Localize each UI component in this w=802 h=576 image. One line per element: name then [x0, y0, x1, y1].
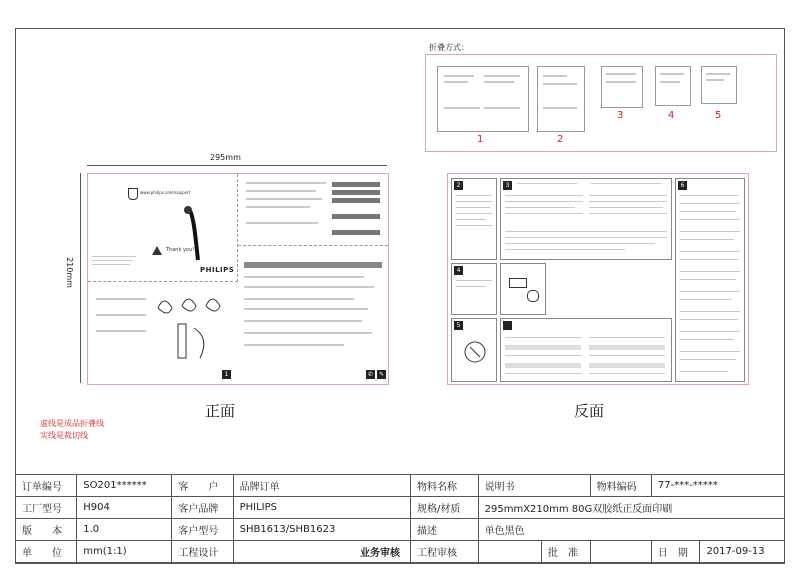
factory-model-value: H904 [77, 497, 172, 519]
spec-value: 295mmX210mm 80G双胶纸正反面印刷 [478, 497, 784, 519]
support-url: www.philips.com/support [140, 190, 191, 195]
approve-value [590, 541, 651, 563]
height-dimension: 210mm [64, 257, 74, 288]
engineering-design-label: 工程设计 [172, 541, 233, 563]
back-panel-6: 6 [675, 178, 745, 382]
height-dimension-line [80, 173, 81, 383]
fold-thumb-4 [655, 66, 691, 106]
material-name-label: 物料名称 [411, 475, 479, 497]
order-no-label: 订单编号 [16, 475, 77, 497]
fold-thumb-1 [437, 66, 529, 132]
description-label: 描述 [411, 519, 479, 541]
back-panel-2: 2 [451, 178, 497, 260]
date-value: 2017-09-13 [700, 541, 785, 563]
fold-step-5: 5 [715, 110, 722, 121]
version-label: 版 本 [16, 519, 77, 541]
width-dimension-line [87, 165, 387, 166]
front-brand: PHILIPS [200, 266, 235, 274]
spec-label: 规格/材质 [411, 497, 479, 519]
back-panel-5: 5 [451, 318, 497, 382]
cut-line-note: 实线是裁切线 [40, 431, 88, 440]
date-label: 日 期 [651, 541, 700, 563]
step-badge-headset: 1 [222, 370, 231, 379]
material-code-value: 77-***-***** [651, 475, 784, 497]
customer-model-label: 客户型号 [172, 519, 233, 541]
customer-model-value: SHB1613/SHB1623 [233, 519, 410, 541]
factory-model-label: 工厂型号 [16, 497, 77, 519]
back-label: 反面 [574, 402, 605, 420]
fold-step-1: 1 [477, 134, 484, 145]
material-name-value: 说明书 [478, 475, 590, 497]
unit-label: 单 位 [16, 541, 77, 563]
warning-triangle-icon [152, 246, 162, 255]
fold-method-title: 折叠方式： [429, 43, 469, 52]
engineering-review-value [478, 541, 541, 563]
back-panel-charging [500, 263, 546, 315]
front-illustration-panel [90, 284, 236, 382]
business-review-label: 业务审核 [233, 541, 410, 563]
fold-step-4: 4 [668, 110, 675, 121]
front-sheet [87, 173, 389, 385]
customer-brand-value: PHILIPS [233, 497, 410, 519]
headset-illustration [176, 204, 216, 264]
customer-label: 客 户 [172, 475, 233, 497]
front-rotated-panel-top [238, 174, 388, 246]
back-panel-3: 3 [500, 178, 672, 260]
tool-icon [503, 321, 512, 330]
fold-line-note: 虚线是成品折叠线 [40, 419, 104, 428]
fold-method-area [425, 42, 777, 150]
version-value: 1.0 [77, 519, 172, 541]
edit-icon: ✎ [378, 371, 385, 378]
front-label: 正面 [205, 402, 236, 420]
unit-value: mm(1:1) [77, 541, 172, 563]
approve-label: 批 准 [542, 541, 591, 563]
front-cover-panel [88, 174, 238, 282]
fold-step-3: 3 [617, 110, 624, 121]
fold-thumb-2 [537, 66, 585, 132]
fold-thumb-3 [601, 66, 643, 108]
back-sheet [447, 173, 749, 385]
customer-value: 品牌订单 [233, 475, 410, 497]
back-panel-4: 4 [451, 263, 497, 315]
engineering-review-label: 工程审核 [411, 541, 479, 563]
philips-shield-icon [128, 188, 138, 200]
fold-step-2: 2 [557, 134, 564, 145]
back-panel-table [500, 318, 672, 382]
customer-brand-label: 客户品牌 [172, 497, 233, 519]
fold-thumb-5 [701, 66, 737, 104]
title-block [15, 474, 785, 563]
phone-icon: ✆ [367, 371, 374, 378]
description-value: 单色黑色 [478, 519, 784, 541]
thank-you-text: Thank you! [166, 247, 195, 253]
material-code-label: 物料编码 [590, 475, 651, 497]
earhook-illustrations [152, 288, 232, 368]
width-dimension: 295mm [210, 153, 241, 162]
front-rotated-panel-bottom [238, 254, 388, 384]
order-no-value: SO201****** [77, 475, 172, 497]
